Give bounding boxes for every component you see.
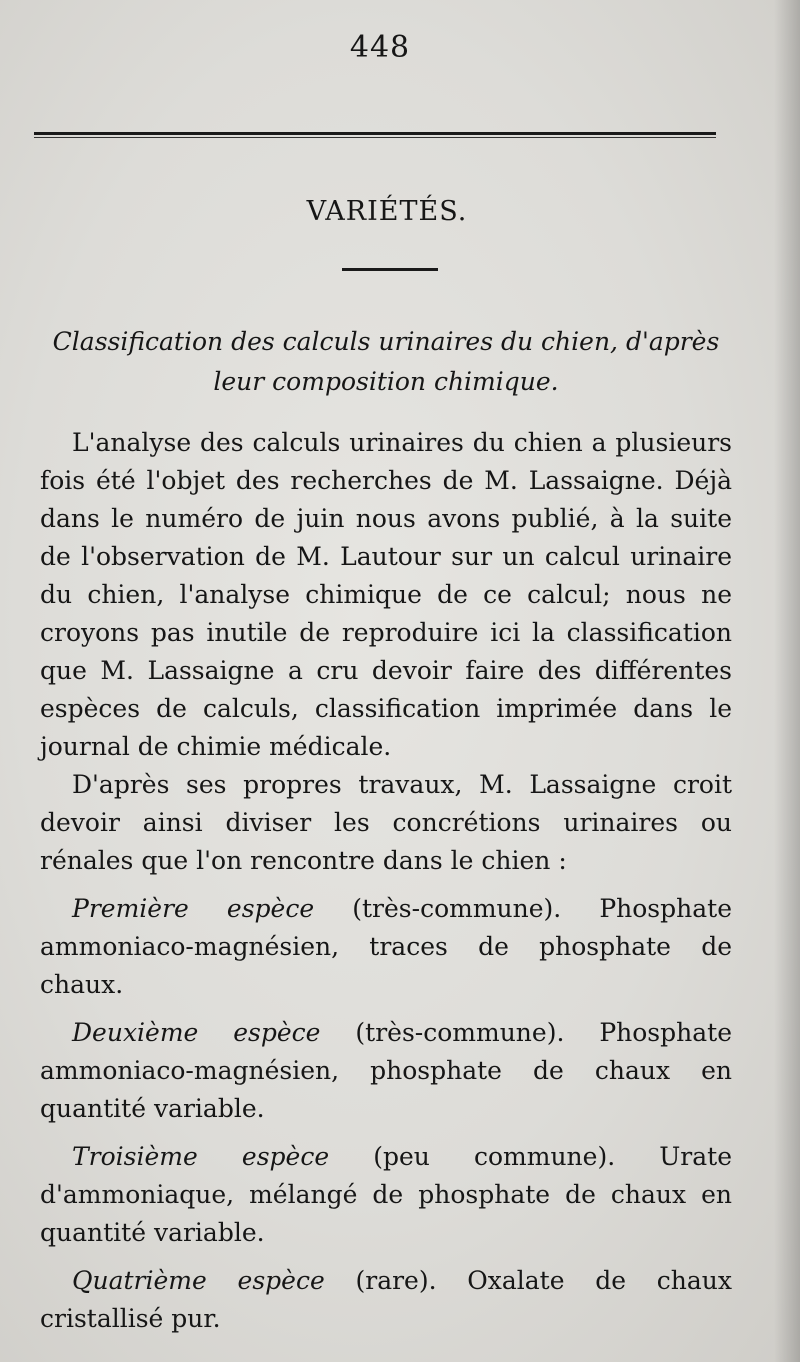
- article-title: Classification des calculs urinaires du chien, d'après leur composition chimique.: [52, 327, 720, 396]
- paragraph: L'analyse des calculs urinaires du chien a plusieurs fois été l'objet des recherches de M. Lassaigne. Déjà dans le numéro de juin nous avons publié, à la suite de l'observation de M. Lautour sur un calcul urinaire du chien, l'analyse chimique de ce calcul; nous ne croyons pas inutile de reproduire ici la classification que M. Lassaigne a cru devoir faire des différentes espèces de calculs, classification imprimée dans le journal de chimie médicale.: [40, 428, 732, 761]
- species-description: (très-commune). Phosphate ammoniaco-magnésien, phosphate de chaux en quantité variable.: [40, 1018, 732, 1123]
- species-name: Troisième espèce: [72, 1142, 330, 1171]
- species-description: (très-commune). Phosphate ammoniaco-magnésien, traces de phosphate de chaux.: [40, 894, 732, 999]
- species-name: Première espèce: [72, 894, 315, 923]
- species-entry: [40, 1262, 732, 1338]
- species-entry: [40, 890, 732, 1004]
- title-divider: [342, 268, 438, 271]
- species-name: Quatrième espèce: [72, 1266, 325, 1295]
- species-description: (peu commune). Urate d'ammoniaque, mélangé de phosphate de chaux en quantité variable.: [40, 1142, 733, 1247]
- section-title: VARIÉTÉS.: [306, 196, 468, 227]
- species-entry: [40, 1014, 732, 1128]
- article-body: [40, 424, 732, 1338]
- header-rule: [34, 132, 716, 138]
- species-entry: [40, 1138, 732, 1252]
- page-number: 448: [349, 30, 411, 65]
- species-name: Deuxième espèce: [72, 1018, 321, 1047]
- species-description: (rare). Oxalate de chaux cristallisé pur.: [40, 1266, 732, 1333]
- paragraph: D'après ses propres travaux, M. Lassaigne croit devoir ainsi diviser les concrétions urinaires ou rénales que l'on rencontre dans le chien :: [40, 770, 732, 875]
